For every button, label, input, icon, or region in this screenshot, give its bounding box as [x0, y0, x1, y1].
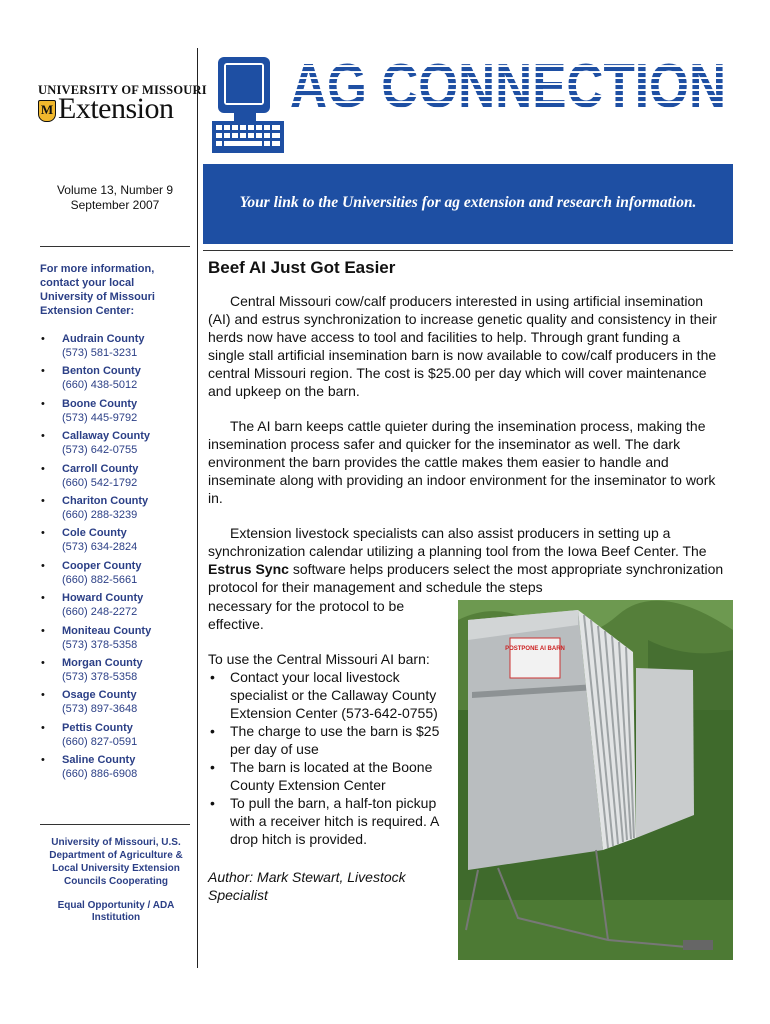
county-phone: (660) 886-6908: [62, 768, 138, 781]
county-name: Pettis County: [62, 721, 133, 734]
county-phone: (573) 634-2824: [62, 541, 138, 554]
bullet-icon: •: [41, 365, 45, 378]
sidebar-divider: [40, 824, 190, 825]
county-contact: [40, 591, 200, 623]
bullet-icon: •: [41, 559, 45, 572]
county-name: Cooper County: [62, 559, 142, 572]
issue-info: [40, 183, 190, 213]
use-instructions-list: [208, 668, 458, 848]
bullet-icon: •: [41, 527, 45, 540]
county-phone: (660) 882-5661: [62, 573, 138, 586]
county-contact: [40, 721, 200, 753]
county-contact: [40, 753, 200, 785]
county-phone: (660) 438-5012: [62, 379, 138, 392]
use-instruction: [208, 722, 458, 758]
bullet-icon: •: [210, 723, 215, 739]
bullet-icon: •: [210, 795, 215, 811]
bullet-icon: •: [41, 624, 45, 637]
county-name: Osage County: [62, 689, 137, 702]
county-name: Audrain County: [62, 333, 145, 345]
use-heading: To use the Central Missouri AI barn:: [208, 651, 430, 667]
use-instruction: [208, 794, 458, 848]
use-instruction: [208, 758, 458, 794]
computer-icon: [212, 55, 286, 155]
article-author: Author: Mark Stewart, Livestock Specialist: [208, 869, 406, 903]
use-instruction-text: Contact your local livestock specialist or the Callaway County Extension Center (573-642-0755): [230, 669, 438, 721]
bullet-icon: •: [41, 754, 45, 767]
article-paragraph-end: necessary for the protocol to be effective.: [208, 598, 405, 632]
bullet-icon: •: [210, 669, 215, 685]
bullet-icon: •: [41, 333, 45, 345]
county-contact: [40, 364, 200, 396]
use-instruction-text: The barn is located at the Boone County Extension Center: [230, 759, 433, 793]
bullet-icon: •: [41, 656, 45, 669]
county-phone: (660) 542-1792: [62, 476, 138, 489]
tagline: Your link to the Universities for ag extension and research information.: [239, 194, 697, 211]
article-paragraph: Extension livestock specialists can also assist producers in setting up a synchronization calendar utilizing a planning tool from the Iowa Beef Center. The Estrus Sync software helps producers select the most appropriate synchronization protocol for their management and schedule the steps: [208, 525, 724, 595]
county-phone: (573) 897-3648: [62, 703, 138, 716]
county-phone: (660) 248-2272: [62, 606, 138, 619]
header-rule: [203, 250, 733, 251]
bullet-icon: •: [41, 397, 45, 410]
county-name: Carroll County: [62, 462, 139, 475]
article-paragraph: Central Missouri cow/calf producers interested in using artificial insemination (AI) and estrus synchronization to increase genetic quality and consistency in their herds now have access to tool and facilities to help. Through grant funding a single stall artificial insemination barn is now available to cow/calf producers in the central Missouri region. The cost is $25.00 per day which will cover maintenance and upkeep on the barn.: [208, 293, 717, 399]
county-phone: (573) 642-0755: [62, 444, 138, 457]
bullet-icon: •: [41, 494, 45, 507]
county-contact: [40, 559, 200, 591]
bullet-icon: •: [210, 759, 215, 775]
ai-barn-photo: [458, 600, 733, 960]
county-contact: [40, 656, 200, 688]
volume-number: Volume 13, Number 9: [56, 183, 174, 197]
county-name: Howard County: [62, 592, 144, 605]
county-name: Moniteau County: [62, 624, 152, 637]
county-phone: (660) 827-0591: [62, 735, 138, 748]
column-divider: [197, 48, 198, 968]
county-phone: (573) 378-5358: [62, 638, 138, 651]
sidebar-divider: [40, 246, 190, 247]
county-contact: [40, 526, 200, 558]
county-contact: [40, 462, 200, 494]
county-contact: [40, 429, 200, 461]
bullet-icon: •: [41, 462, 45, 475]
county-contact: [40, 332, 200, 364]
article-title: Beef AI Just Got Easier: [208, 258, 396, 277]
county-name: Benton County: [62, 365, 141, 378]
cooperating-statement: University of Missouri, U.S. Department of Agriculture & Local University Extension Councils Cooperating: [49, 837, 183, 887]
county-name: Chariton County: [62, 494, 149, 507]
county-phone: (573) 378-5358: [62, 670, 138, 683]
issue-date: September 2007: [70, 198, 160, 212]
svg-text:AG CONNECTION: AG CONNECTION: [290, 52, 726, 121]
university-name: UNIVERSITY OF MISSOURI: [38, 83, 207, 97]
bullet-icon: •: [41, 592, 45, 605]
use-instruction-text: To pull the barn, a half-ton pickup with a receiver hitch is required. A drop hitch is provided.: [230, 795, 439, 847]
county-name: Saline County: [62, 754, 136, 767]
county-contact: [40, 688, 200, 720]
mu-shield-logo: M: [38, 100, 56, 122]
barn-sign-text: POSTPONE AI BARN: [505, 646, 565, 652]
bullet-icon: •: [41, 689, 45, 702]
county-phone: (573) 581-3231: [62, 347, 138, 359]
equal-opportunity-statement: Equal Opportunity / ADA Institution: [57, 900, 175, 923]
county-phone: (660) 288-3239: [62, 508, 138, 521]
county-list: [40, 332, 200, 785]
county-contact: [40, 624, 200, 656]
bullet-icon: •: [41, 430, 45, 443]
use-instruction-text: The charge to use the barn is $25 per day of use: [230, 723, 440, 757]
county-name: Cole County: [62, 527, 127, 540]
bullet-icon: •: [41, 721, 45, 734]
county-contact: [40, 397, 200, 429]
contact-heading: For more information, contact your local University of Missouri Extension Center:: [40, 263, 155, 317]
county-phone: (573) 445-9792: [62, 411, 138, 424]
estrus-sync-name: Estrus Sync: [208, 561, 289, 577]
extension-wordmark: Extension: [58, 92, 174, 125]
county-contact: [40, 494, 200, 526]
county-name: Callaway County: [62, 430, 151, 443]
county-name: Morgan County: [62, 656, 143, 669]
county-name: Boone County: [62, 397, 138, 410]
article-paragraph: The AI barn keeps cattle quieter during the insemination process, making the insemination process safer and quicker for the inseminator as well. The dark environment the barn provides the cattle makes them easier to handle and inseminate along with providing an indoor environment for the inseminator to work in.: [208, 418, 716, 506]
ag-connection-title: [288, 52, 728, 121]
use-instruction: [208, 668, 458, 722]
